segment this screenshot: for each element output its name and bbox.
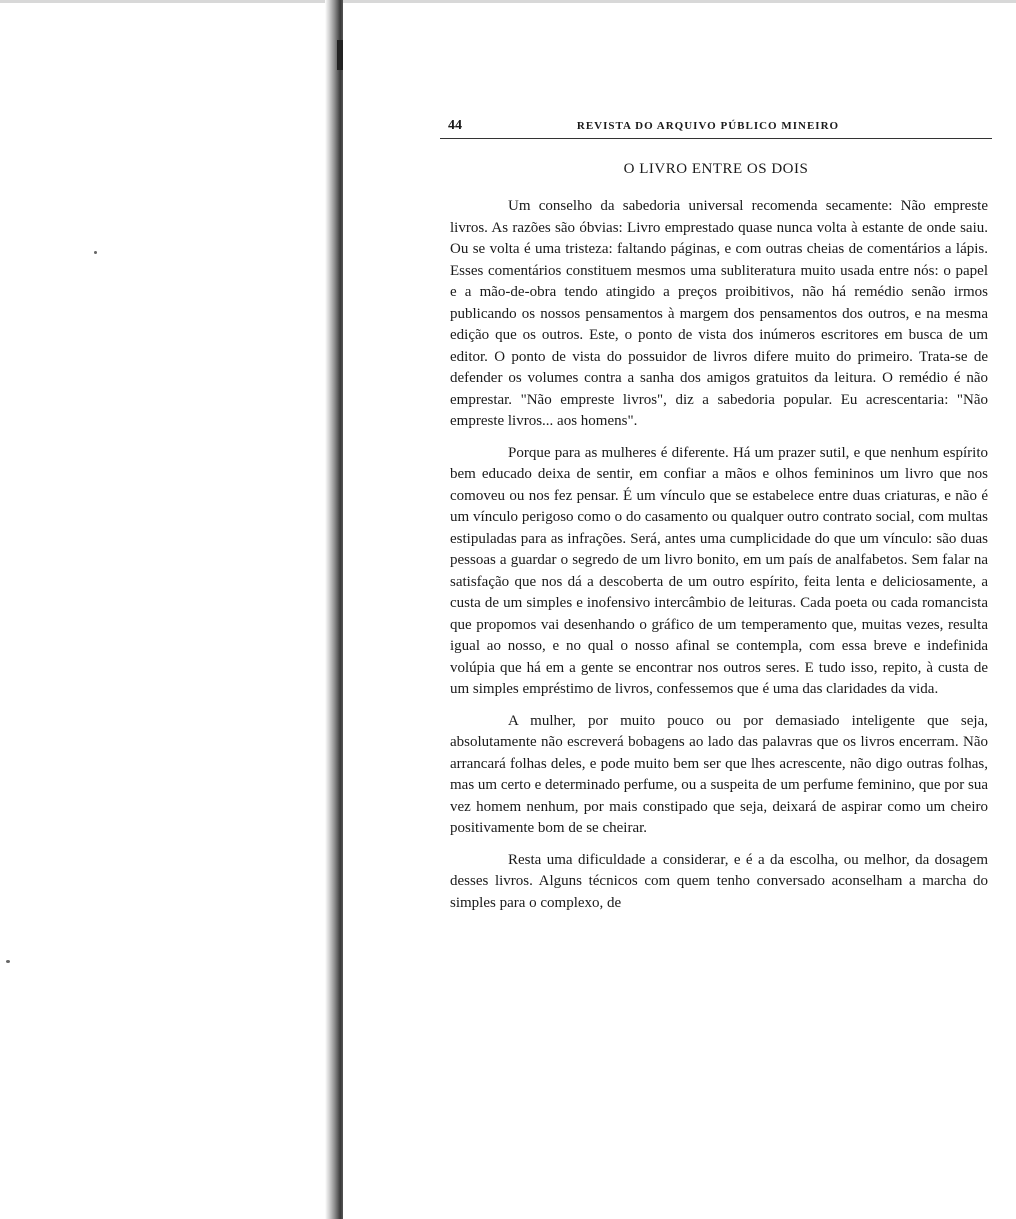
running-title: REVISTA DO ARQUIVO PÚBLICO MINEIRO xyxy=(576,120,840,132)
book-gutter-shadow xyxy=(325,0,343,1219)
scan-speck xyxy=(6,960,10,963)
paragraph-3: A mulher, por muito pouco ou por demasiado inteligente que seja, absolutamente não escreverá bobagens ao lado das palavras que os livros encerram. Não arrancará folhas deles, e pode muito bem ser que lhes acrescente, não digo outras folhas, mas um certo e determinado perfume, ou a suspeita de um perfume feminino, que por sua vez homem nenhum, por mais constipado que seja, deixará de aspirar como um cheiro positivamente bom de se cheirar. xyxy=(450,712,988,836)
book-page xyxy=(440,118,992,924)
paragraph-1: Um conselho da sabedoria universal recomenda secamente: Não empreste livros. As razões são óbvias: Livro emprestado quase nunca volta à estante de onde saiu. Ou se volta é uma tristeza: faltando páginas, e com outras cheias de comentários a lápis. Esses comentários constituem mesmos uma subliteratura muito usada entre nós: o papel e a mão-de-obra tendo atingido a preços proibitivos, não há remédio senão irmos publicando os nossos pensamentos à margem dos pensamentos dos outros, e na mesma edição que os outros. Este, o ponto de vista dos inúmeros escritores em busca de um editor. O ponto de vista do possuidor de livros difere muito do primeiro. Trata-se de defender os volumes contra a sanha dos amigos gratuitos da leitura. O remédio é não emprestar. "Não empreste livros", diz a sabedoria popular. Eu acrescentaria: "Não empreste livros... aos homens". xyxy=(450,198,988,429)
paragraph-2: Porque para as mulheres é diferente. Há um prazer sutil, e que nenhum espírito bem educado deixa de sentir, em confiar a mãos e olhos femininos um livro que nos comoveu ou nos fez pensar. É um vínculo que se estabelece entre duas criaturas, e não é um vínculo perigoso como o do casamento ou qualquer outro contrato social, com multas estipuladas para as infrações. Será, antes uma cumplicidade do que um vínculo: são duas pessoas a guardar o segredo de um livro bonito, em um país de analfabetos. Sem falar na satisfação que nos dá a descoberta de um outro espírito, feita lenta e deliciosamente, a custa de um simples e inofensivo intercâmbio de leituras. Cada poeta ou cada romancista que propomos vai desenhando o gráfico de um temperamento que, muitas vezes, resulta igual ao nosso, e no qual o nosso afinal se contempla, com essa breve e indefinida volúpia que há em a gente se encontrar nos outros seres. E tudo isso, repito, à custa de um simples empréstimo de livros, confessemos que é uma das claridades da vida. xyxy=(450,444,988,697)
paragraph-4: Resta uma dificuldade a considerar, e é a da escolha, ou melhor, da dosagem desses livros. Alguns técnicos com quem tenho conversado aconselham a marcha do simples para o complexo, de xyxy=(450,851,988,911)
binding-mark xyxy=(337,40,343,70)
chapter-title: O LIVRO ENTRE OS DOIS xyxy=(623,161,809,177)
scan-top-edge xyxy=(0,0,1016,3)
page-number: 44 xyxy=(448,118,462,133)
running-header xyxy=(440,118,992,139)
scan-speck xyxy=(94,251,97,254)
